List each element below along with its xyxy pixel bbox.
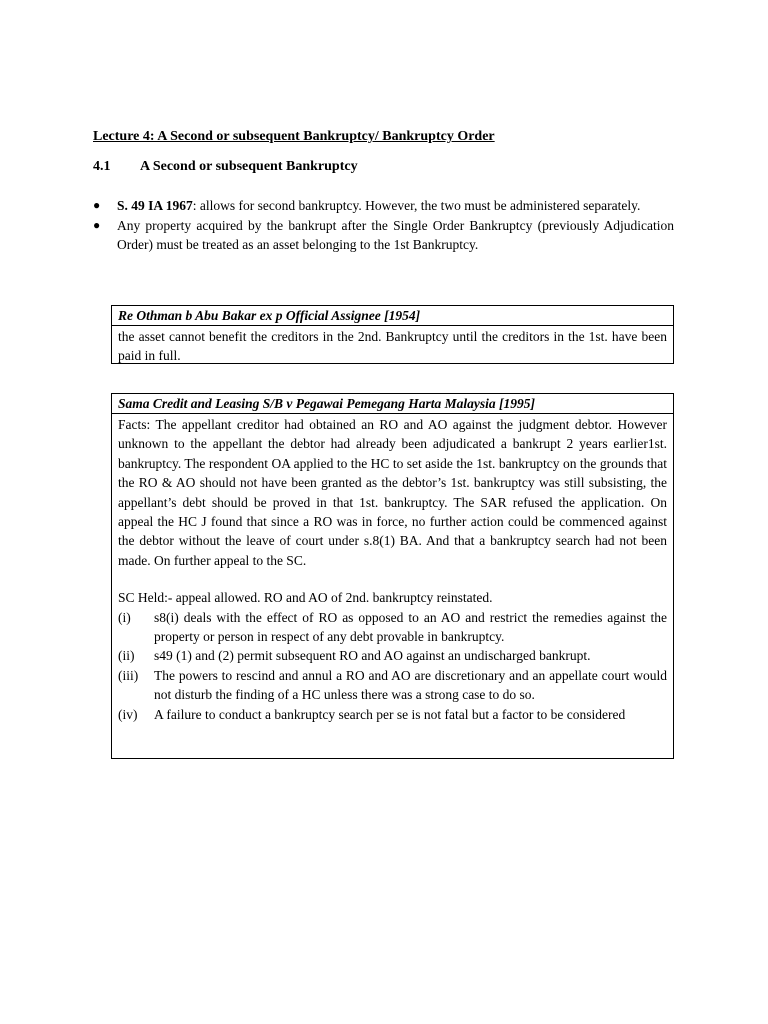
bullet-list — [93, 196, 674, 255]
case-name: Sama Credit and Leasing S/B v Pegawai Pemegang Harta Malaysia [1995] — [112, 394, 673, 414]
held-numeral: (iv) — [118, 706, 138, 722]
held-point — [118, 666, 667, 705]
case-body — [112, 414, 673, 726]
held-text: A failure to conduct a bankruptcy search per se is not fatal but a factor to be considered — [154, 706, 626, 722]
case-box-othman — [111, 305, 674, 364]
case-held: SC Held:- appeal allowed. RO and AO of 2nd. bankruptcy reinstated. — [118, 590, 493, 606]
bullet-text: : allows for second bankruptcy. However, the two must be administered separately. — [192, 198, 641, 213]
case-summary: the asset cannot benefit the creditors in the 2nd. Bankruptcy until the creditors in the 1st. have been paid in full. — [118, 329, 667, 364]
bullet-icon: ● — [93, 217, 101, 232]
bullet-item — [93, 216, 674, 255]
held-points-list — [118, 608, 667, 724]
held-text: The powers to rescind and annul a RO and AO are discretionary and an appellate court would not disturb the finding of a HC unless there was a strong case to do so. — [154, 667, 667, 703]
bullet-statute: S. 49 IA 1967 — [117, 198, 193, 213]
held-point — [118, 646, 667, 665]
held-text: s49 (1) and (2) permit subsequent RO and AO against an undischarged bankrupt. — [154, 648, 591, 664]
held-numeral: (ii) — [118, 648, 135, 664]
paragraph-gap — [118, 570, 667, 588]
case-box-sama-credit — [111, 393, 674, 759]
held-point — [118, 608, 667, 647]
held-numeral: (iii) — [118, 667, 139, 683]
case-facts: Facts: The appellant creditor had obtained an RO and AO against the judgment debtor. However unknown to the appellant the debtor had already been adjudicated a bankrupt 2 years earlier1st. bankruptcy. The respondent OA applied to the HC to set aside the 1st. bankruptcy on the grounds that the RO & AO should not have been granted as the debtor’s 1st. bankruptcy was still subsisting, the appellant’s debt should be proved in that 1st. bankruptcy. The SAR refused the application. On appeal the HC J found that since a RO was in force, no further action could be commenced against the debtor without the leave of court under s.8(1) BA. And that a bankruptcy search had not been made. On further appeal to the SC. — [118, 417, 667, 568]
held-text: s8(i) deals with the effect of RO as opposed to an AO and restrict the remedies against the property or person in respect of any debt provable in bankruptcy. — [154, 609, 667, 645]
held-point — [118, 705, 667, 724]
bullet-text: Any property acquired by the bankrupt after the Single Order Bankruptcy (previously Adjudication Order) must be treated as an asset belonging to the 1st Bankruptcy. — [117, 217, 674, 252]
bullet-item — [93, 196, 674, 216]
held-numeral: (i) — [118, 609, 131, 625]
case-name: Re Othman b Abu Bakar ex p Official Assignee [1954] — [112, 306, 673, 326]
lecture-title: Lecture 4: A Second or subsequent Bankruptcy/ Bankruptcy Order — [93, 129, 495, 144]
section-heading — [93, 159, 358, 175]
section-number: 4.1 — [93, 159, 111, 174]
bullet-icon: ● — [93, 198, 101, 212]
section-title: A Second or subsequent Bankruptcy — [140, 159, 358, 174]
